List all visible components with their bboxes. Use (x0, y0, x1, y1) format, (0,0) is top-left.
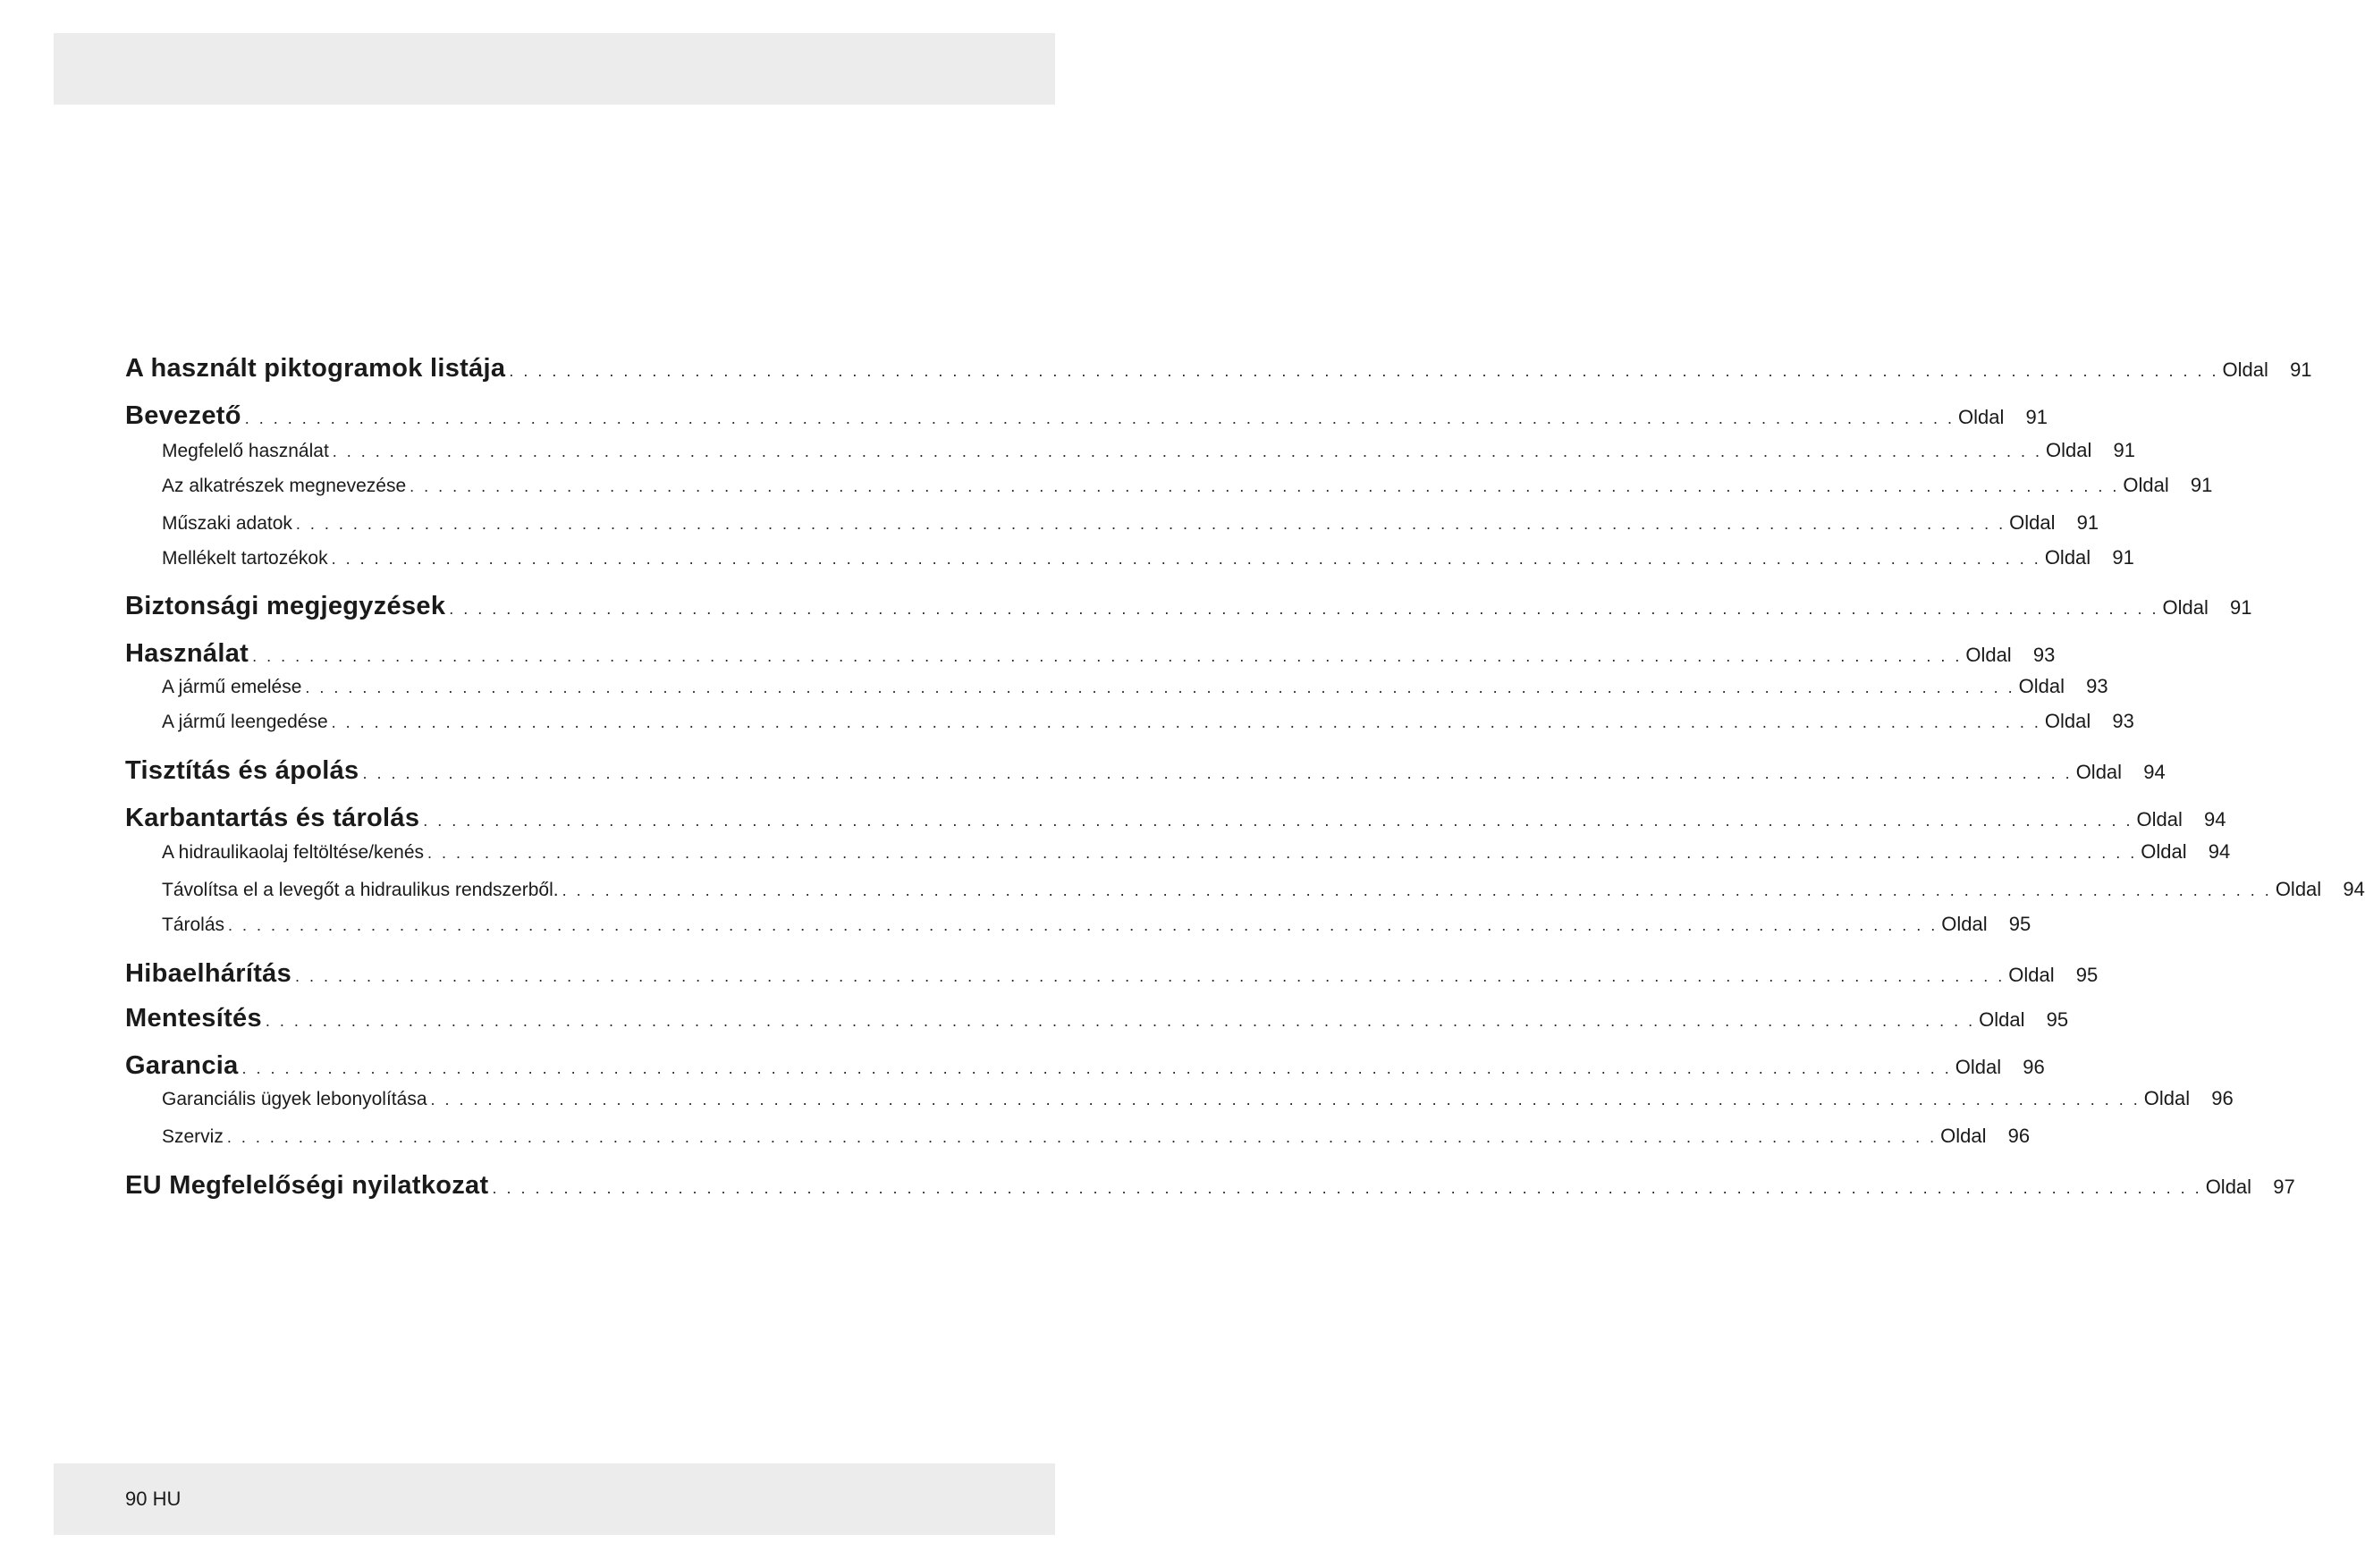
toc-page-number: 93 (2112, 710, 2134, 732)
toc-subentry[interactable] (125, 511, 2099, 535)
toc-entry[interactable] (125, 804, 2226, 833)
toc-entry[interactable] (125, 959, 2099, 989)
header-band (54, 33, 1055, 105)
toc-entry-title: Műszaki adatok (162, 513, 292, 534)
toc-leader-dots: . . . . . . . . . . . . . . . . . . . . . . . . . . . . . . . . . . . . . . . . . . . . . . . . . . . . . . . . . . . . . . . . . . . . . . . . . . . . . . . . . . . . . . . . . . . . . . . . . . . . . . . . . . . . . . . . . . . . . . . . (509, 362, 2219, 380)
toc-page-number: 93 (2086, 675, 2108, 697)
toc-entry-title: Karbantartás és tárolás (125, 804, 420, 832)
toc-page-label: Oldal (2044, 710, 2091, 732)
toc-leader-dots: . . . . . . . . . . . . . . . . . . . . . . . . . . . . . . . . . . . . . . . . . . . . . . . . . . . . . . . . . . . . . . . . . . . . . . . . . . . . . . . . . . . . . . . . . . . . . . . . . . . . . . . . . . . . . . . . . . . . . . . . (241, 1059, 1952, 1077)
toc-page-label: Oldal (2046, 439, 2092, 461)
toc-entry-title: Szerviz (162, 1126, 224, 1147)
toc-entry[interactable] (125, 592, 2252, 621)
toc-entry-title: A jármű leengedése (162, 712, 328, 732)
toc-entry[interactable] (125, 756, 2166, 786)
toc-entry-title: Távolítsa el a levegőt a hidraulikus rendszerből. (162, 880, 559, 900)
toc-leader-dots: . . . . . . . . . . . . . . . . . . . . . . . . . . . . . . . . . . . . . . . . . . . . . . . . . . . . . . . . . . . . . . . . . . . . . . . . . . . . . . . . . . . . . . . . . . . . . . . . . . . . . . . . . . . . . . . . . . . . . . . . (295, 967, 2006, 985)
toc-entry-title: Használat (125, 639, 249, 668)
page-number-label: 90 HU (125, 1488, 182, 1510)
toc-page-label: Oldal (1955, 1056, 2002, 1078)
toc-leader-dots: . . . . . . . . . . . . . . . . . . . . . . . . . . . . . . . . . . . . . . . . . . . . . . . . . . . . . . . . . . . . . . . . . . . . . . . . . . . . . . . . . . . . . . . . . . . . . . . . . . . . . . . . . . . . . . . . . . . . . . . . (265, 1012, 1976, 1030)
toc-subentry[interactable] (125, 913, 2031, 936)
toc-subentry[interactable] (125, 710, 2134, 733)
toc-page-number: 94 (2343, 878, 2365, 900)
toc-leader-dots: . . . . . . . . . . . . . . . . . . . . . . . . . . . . . . . . . . . . . . . . . . . . . . . . . . . . . . . . . . . . . . . . . . . . . . . . . . . . . . . . . . . . . . . . . . . . . . . . . . . . . . . . . . . . . . . . . . . . . . . . (305, 679, 2015, 696)
toc-leader-dots: . . . . . . . . . . . . . . . . . . . . . . . . . . . . . . . . . . . . . . . . . . . . . . . . . . . . . . . . . . . . . . . . . . . . . . . . . . . . . . . . . . . . . . . . . . . . . . . . . . . . . . . . . . . . . . . . . . . . . . . . (228, 916, 1938, 934)
toc-leader-dots: . . . . . . . . . . . . . . . . . . . . . . . . . . . . . . . . . . . . . . . . . . . . . . . . . . . . . . . . . . . . . . . . . . . . . . . . . . . . . . . . . . . . . . . . . . . . . . . . . . . . . . . . . . . . . . . . . . . . . . . . (410, 477, 2120, 495)
toc-leader-dots: . . . . . . . . . . . . . . . . . . . . . . . . . . . . . . . . . . . . . . . . . . . . . . . . . . . . . . . . . . . . . . . . . . . . . . . . . . . . . . . . . . . . . . . . . . . . . . . . . . . . . . . . . . . . . . . . . . . . . . . . (449, 600, 2159, 618)
toc-leader-dots: . . . . . . . . . . . . . . . . . . . . . . . . . . . . . . . . . . . . . . . . . . . . . . . . . . . . . . . . . . . . . . . . . . . . . . . . . . . . . . . . . . . . . . . . . . . . . . . . . . . . . . . . . . . . . . . . . . . . . . . . (331, 550, 2041, 568)
toc-entry-title: Tárolás (162, 915, 225, 935)
toc-page-label: Oldal (2143, 1087, 2191, 1109)
toc-page-label: Oldal (2222, 358, 2268, 381)
toc-leader-dots: . . . . . . . . . . . . . . . . . . . . . . . . . . . . . . . . . . . . . . . . . . . . . . . . . . . . . . . . . . . . . . . . . . . . . . . . . . . . . . . . . . . . . . . . . . . . . . . . . . . . . . . . . . . . . . . . . . . . . . . . (562, 881, 2272, 899)
toc-page-label: Oldal (2123, 474, 2169, 496)
toc-leader-dots: . . . . . . . . . . . . . . . . . . . . . . . . . . . . . . . . . . . . . . . . . . . . . . . . . . . . . . . . . . . . . . . . . . . . . . . . . . . . . . . . . . . . . . . . . . . . . . . . . . . . . . . . . . . . . . . . . . . . . . . . (331, 713, 2041, 731)
toc-page-number: 91 (2076, 511, 2099, 534)
toc-entry-title: Megfelelő használat (162, 441, 329, 461)
toc-entry-title: EU Megfelelőségi nyilatkozat (125, 1171, 489, 1200)
toc-entry[interactable] (125, 1051, 2045, 1081)
toc-page-label: Oldal (2141, 840, 2187, 863)
toc-leader-dots: . . . . . . . . . . . . . . . . . . . . . . . . . . . . . . . . . . . . . . . . . . . . . . . . . . . . . . . . . . . . . . . . . . . . . . . . . . . . . . . . . . . . . . . . . . . . . . . . . . . . . . . . . . . . . . . . . . . . . . . . (427, 844, 2138, 862)
toc-subentry[interactable] (125, 439, 2136, 462)
toc-page-number: 97 (2273, 1176, 2295, 1198)
toc-page-label: Oldal (1957, 406, 2005, 428)
toc-page-label: Oldal (2008, 964, 2055, 986)
toc-entry-title: Garancia (125, 1051, 239, 1080)
toc-entry-title: Az alkatrészek megnevezése (162, 476, 407, 496)
toc-page-label: Oldal (2275, 878, 2322, 900)
footer-band (54, 1463, 1055, 1535)
toc-leader-dots: . . . . . . . . . . . . . . . . . . . . . . . . . . . . . . . . . . . . . . . . . . . . . . . . . . . . . . . . . . . . . . . . . . . . . . . . . . . . . . . . . . . . . . . . . . . . . . . . . . . . . . . . . . . . . . . . . . . . . . . . (362, 764, 2073, 782)
toc-entry-title: Tisztítás és ápolás (125, 756, 359, 785)
toc-entry[interactable] (125, 1171, 2295, 1201)
toc-page-label: Oldal (2205, 1176, 2252, 1198)
toc-page-number: 91 (2113, 439, 2136, 461)
toc-page-number: 95 (2075, 964, 2099, 986)
toc-page-number: 95 (2046, 1008, 2069, 1031)
toc-entry-title: Bevezető (125, 401, 241, 430)
toc-page-number: 94 (2204, 808, 2226, 830)
toc-page-number: 95 (2008, 913, 2031, 935)
toc-entry-title: Biztonsági megjegyzések (125, 592, 446, 620)
toc-leader-dots: . . . . . . . . . . . . . . . . . . . . . . . . . . . . . . . . . . . . . . . . . . . . . . . . . . . . . . . . . . . . . . . . . . . . . . . . . . . . . . . . . . . . . . . . . . . . . . . . . . . . . . . . . . . . . . . . . . . . . . . . (423, 812, 2133, 830)
toc-page-label: Oldal (1940, 1125, 1987, 1147)
toc-entry-title: A használt piktogramok listája (125, 354, 506, 383)
toc-page-number: 96 (2023, 1056, 2045, 1078)
toc-page-number: 91 (2190, 474, 2213, 496)
toc-page-label: Oldal (2044, 546, 2091, 569)
toc-page-number: 96 (2211, 1087, 2234, 1109)
toc-entry-title: Garanciális ügyek lebonyolítása (162, 1089, 427, 1109)
toc-entry-title: Hibaelhárítás (125, 959, 292, 988)
toc-subentry[interactable] (125, 1087, 2234, 1110)
toc-page-number: 96 (2007, 1125, 2031, 1147)
toc-leader-dots: . . . . . . . . . . . . . . . . . . . . . . . . . . . . . . . . . . . . . . . . . . . . . . . . . . . . . . . . . . . . . . . . . . . . . . . . . . . . . . . . . . . . . . . . . . . . . . . . . . . . . . . . . . . . . . . . . . . . . . . . (430, 1091, 2141, 1109)
toc-entry[interactable] (125, 639, 2056, 669)
toc-subentry[interactable] (125, 546, 2134, 569)
toc-page-number: 94 (2143, 761, 2166, 783)
toc-page-label: Oldal (2018, 675, 2065, 697)
toc-subentry[interactable] (125, 474, 2213, 497)
toc-entry[interactable] (125, 354, 2312, 384)
toc-page-number: 91 (2025, 406, 2048, 428)
toc-page-label: Oldal (2162, 596, 2209, 619)
toc-page-label: Oldal (1965, 644, 2012, 666)
toc-leader-dots: . . . . . . . . . . . . . . . . . . . . . . . . . . . . . . . . . . . . . . . . . . . . . . . . . . . . . . . . . . . . . . . . . . . . . . . . . . . . . . . . . . . . . . . . . . . . . . . . . . . . . . . . . . . . . . . . . . . . . . . . (226, 1128, 1938, 1146)
toc-leader-dots: . . . . . . . . . . . . . . . . . . . . . . . . . . . . . . . . . . . . . . . . . . . . . . . . . . . . . . . . . . . . . . . . . . . . . . . . . . . . . . . . . . . . . . . . . . . . . . . . . . . . . . . . . . . . . . . . . . . . . . . . (244, 409, 1955, 427)
toc-leader-dots: . . . . . . . . . . . . . . . . . . . . . . . . . . . . . . . . . . . . . . . . . . . . . . . . . . . . . . . . . . . . . . . . . . . . . . . . . . . . . . . . . . . . . . . . . . . . . . . . . . . . . . . . . . . . . . . . . . . . . . . . (492, 1179, 2202, 1197)
toc-page-label: Oldal (2009, 511, 2056, 534)
toc-page-number: 93 (2032, 644, 2056, 666)
toc-page-number: 91 (2290, 358, 2312, 381)
toc-subentry[interactable] (125, 1125, 2031, 1148)
toc-entry-title: Mentesítés (125, 1004, 262, 1033)
toc-page-number: 94 (2208, 840, 2231, 863)
toc-leader-dots: . . . . . . . . . . . . . . . . . . . . . . . . . . . . . . . . . . . . . . . . . . . . . . . . . . . . . . . . . . . . . . . . . . . . . . . . . . . . . . . . . . . . . . . . . . . . . . . . . . . . . . . . . . . . . . . . . . . . . . . . (332, 443, 2043, 460)
toc-page-label: Oldal (1979, 1008, 2025, 1031)
toc-leader-dots: . . . . . . . . . . . . . . . . . . . . . . . . . . . . . . . . . . . . . . . . . . . . . . . . . . . . . . . . . . . . . . . . . . . . . . . . . . . . . . . . . . . . . . . . . . . . . . . . . . . . . . . . . . . . . . . . . . . . . . . . (295, 515, 2006, 533)
toc-page-number: 91 (2112, 546, 2134, 569)
toc-entry-title: Mellékelt tartozékok (162, 548, 328, 569)
toc-entry[interactable] (125, 401, 2048, 431)
toc-page-label: Oldal (1941, 913, 1988, 935)
toc-entry-title: A jármű emelése (162, 677, 302, 697)
toc-subentry[interactable] (125, 878, 2365, 901)
toc-entry[interactable] (125, 1004, 2069, 1033)
toc-page-label: Oldal (2136, 808, 2183, 830)
toc-subentry[interactable] (125, 840, 2231, 864)
toc-leader-dots: . . . . . . . . . . . . . . . . . . . . . . . . . . . . . . . . . . . . . . . . . . . . . . . . . . . . . . . . . . . . . . . . . . . . . . . . . . . . . . . . . . . . . . . . . . . . . . . . . . . . . . . . . . . . . . . . . . . . . . . . (252, 647, 1963, 665)
toc-page-number: 91 (2230, 596, 2252, 619)
toc-entry-title: A hidraulikaolaj feltöltése/kenés (162, 842, 425, 863)
toc-subentry[interactable] (125, 675, 2108, 698)
toc-page-label: Oldal (2075, 761, 2123, 783)
